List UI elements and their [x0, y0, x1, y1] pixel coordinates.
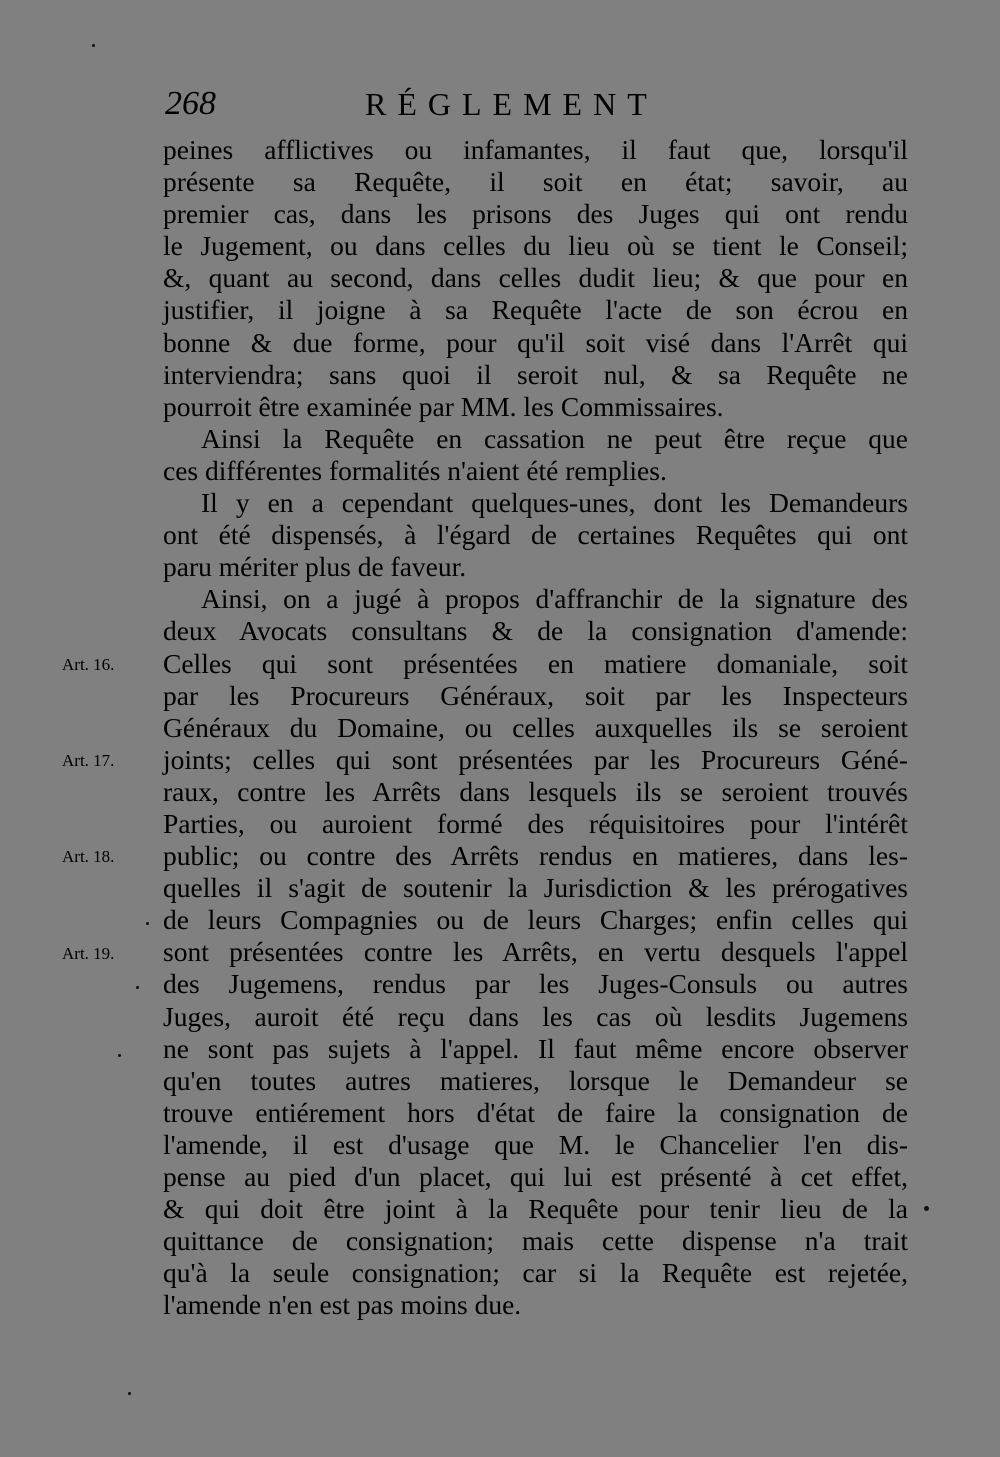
text-line: Juges, auroit été reçu dans les cas où lesdits Jugemens	[163, 1000, 908, 1032]
text-line: justifier, il joigne à sa Requête l'acte de son écrou en	[163, 294, 908, 326]
text-line: public; ou contre des Arrêts rendus en matieres, dans les-	[163, 840, 908, 872]
text-line: des Jugemens, rendus par les Juges-Consuls ou autres	[163, 968, 908, 1000]
text-line: deux Avocats consultans & de la consignation d'amende:	[163, 615, 908, 647]
text-line: Parties, ou auroient formé des réquisitoires pour l'intérêt	[163, 807, 908, 839]
running-title: RÉGLEMENT	[365, 86, 658, 122]
text-line: qu'à la seule consignation; car si la Requête est rejetée,	[163, 1257, 908, 1289]
print-speck	[92, 44, 95, 47]
text-line: raux, contre les Arrêts dans lesquels ils se seroient trouvés	[163, 775, 908, 807]
text-line: Ainsi, on a jugé à propos d'affranchir de la signature des	[201, 583, 908, 615]
text-line: de leurs Compagnies ou de leurs Charges; enfin celles qui	[163, 904, 908, 936]
page-number: 268	[165, 85, 216, 122]
text-line: paru mériter plus de faveur.	[163, 551, 467, 583]
text-line: quelles il s'agit de soutenir la Jurisdiction & les prérogatives	[163, 872, 908, 904]
print-speck	[136, 986, 139, 989]
text-line: pense au pied d'un placet, qui lui est présenté à cet effet,	[163, 1161, 908, 1192]
text-line: trouve entiérement hors d'état de faire la consignation de	[163, 1096, 908, 1128]
margin-note-article: Art. 16.	[62, 654, 115, 674]
text-line: interviendra; sans quoi il seroit nul, & sa Requête ne	[163, 358, 908, 390]
text-line: & qui doit être joint à la Requête pour tenir lieu de la	[163, 1193, 908, 1225]
margin-note-article: Art. 17.	[62, 750, 115, 770]
text-line: par les Procureurs Généraux, soit par les Inspecteurs	[163, 679, 908, 711]
text-line: quittance de consignation; mais cette dispense n'a trait	[163, 1225, 908, 1257]
text-line: Ainsi la Requête en cassation ne peut être reçue que	[201, 422, 908, 454]
text-line: peines afflictives ou infamantes, il faut que, lorsqu'il	[163, 134, 908, 165]
text-line: ne sont pas sujets à l'appel. Il faut même encore observer	[163, 1032, 908, 1064]
text-line: présente sa Requête, il soit en état; savoir, au	[163, 166, 908, 198]
text-line: sont présentées contre les Arrêts, en vertu desquels l'appel	[163, 936, 908, 968]
text-line: ont été dispensés, à l'égard de certaines Requêtes qui ont	[163, 519, 908, 551]
text-line: le Jugement, ou dans celles du lieu où se tient le Conseil;	[163, 230, 908, 262]
text-line: pourroit être examinée par MM. les Commissaires.	[163, 390, 724, 422]
print-speck	[146, 922, 149, 925]
text-line: l'amende, il est d'usage que M. le Chancelier l'en dis-	[163, 1128, 908, 1160]
text-line: Celles qui sont présentées en matiere domaniale, soit	[163, 647, 908, 679]
margin-note-article: Art. 18.	[62, 847, 115, 867]
print-speck	[118, 1054, 121, 1057]
text-line: l'amende n'en est pas moins due.	[163, 1289, 522, 1321]
page-header	[165, 82, 905, 132]
text-line: &, quant au second, dans celles dudit lieu; & que pour en	[163, 262, 908, 294]
text-line: ces différentes formalités n'aient été remplies.	[163, 454, 667, 486]
text-line: bonne & due forme, pour qu'il soit visé dans l'Arrêt qui	[163, 326, 908, 358]
text-line: premier cas, dans les prisons des Juges qui ont rendu	[163, 198, 908, 230]
print-speck	[128, 1392, 131, 1395]
text-line: Généraux du Domaine, ou celles auxquelles ils se seroient	[163, 711, 908, 743]
text-line: joints; celles qui sont présentées par les Procureurs Géné-	[163, 743, 908, 775]
body-text	[163, 134, 908, 1321]
text-line: Il y en a cependant quelques-unes, dont les Demandeurs	[201, 487, 908, 519]
margin-note-article: Art. 19.	[62, 943, 115, 963]
text-line: qu'en toutes autres matieres, lorsque le Demandeur se	[163, 1064, 908, 1096]
print-speck	[924, 1206, 929, 1211]
